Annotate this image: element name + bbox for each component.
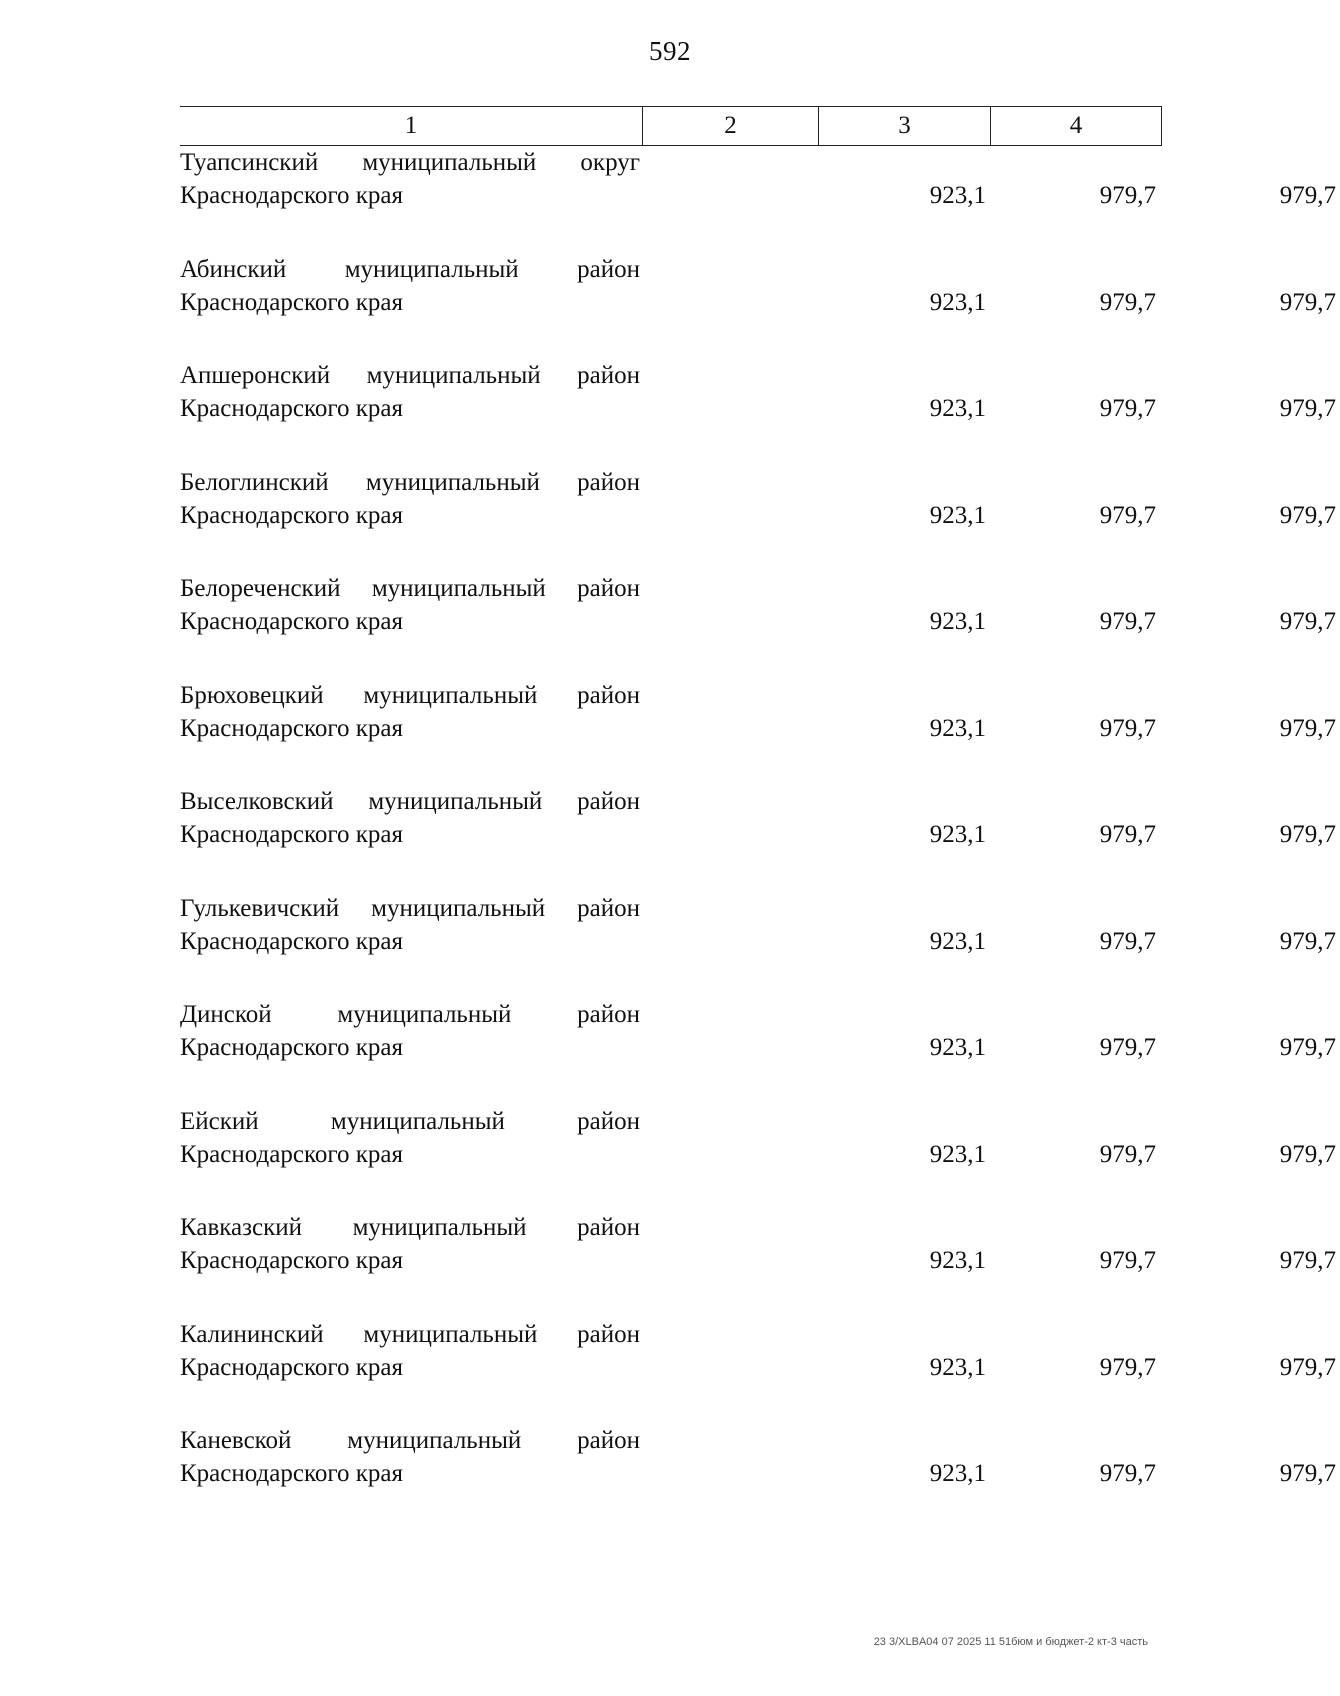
row-value-column-2: 923,1 xyxy=(929,182,986,209)
row-municipality-name: Брюховецкий муниципальный район Краснодарского края xyxy=(180,681,640,742)
table-row xyxy=(176,998,1336,1105)
header-column-2: 2 xyxy=(642,107,818,145)
table-row xyxy=(176,679,1336,786)
row-municipality-name: Абинский муниципальный район Краснодарского края xyxy=(180,255,640,316)
row-municipality-name: Каневской муниципальный район Краснодарского края xyxy=(180,1427,640,1487)
table-row xyxy=(176,1211,1336,1318)
row-value-column-3: 979,7 xyxy=(1099,1034,1156,1061)
row-value-column-4: 979,7 xyxy=(1279,714,1336,742)
row-municipality-name: Кавказский муниципальный район Краснодарского края xyxy=(180,1214,640,1274)
row-municipality-name: Ейский муниципальный район Краснодарского края xyxy=(180,1107,640,1168)
row-municipality-name: Туапсинский муниципальный округ Краснодарского края xyxy=(180,149,640,209)
row-value-column-3: 979,7 xyxy=(1099,1140,1156,1168)
row-value-column-4: 979,7 xyxy=(1279,182,1336,209)
row-value-column-3: 979,7 xyxy=(1099,821,1156,848)
row-value-column-4: 979,7 xyxy=(1279,395,1336,422)
row-value-column-4: 979,7 xyxy=(1279,1460,1336,1487)
table-row xyxy=(176,572,1336,679)
table-row xyxy=(176,1318,1336,1425)
row-value-column-3: 979,7 xyxy=(1099,927,1156,955)
header-column-3: 3 xyxy=(818,107,990,145)
row-municipality-name: Динской муниципальный район Краснодарского края xyxy=(180,1001,640,1061)
row-municipality-name: Гулькевичский муниципальный район Краснодарского края xyxy=(180,894,640,955)
row-municipality-name: Калининский муниципальный район Краснодарского края xyxy=(180,1320,640,1381)
row-value-column-3: 979,7 xyxy=(1099,501,1156,529)
footer-file-note: 23 3/XLBA04 07 2025 11 51бюм и бюджет-2 кт-3 часть xyxy=(873,1636,1148,1648)
row-value-column-2: 923,1 xyxy=(929,1247,986,1274)
row-municipality-name: Выселковский муниципальный район Краснодарского края xyxy=(180,788,640,848)
row-value-column-2: 923,1 xyxy=(929,821,986,848)
row-value-column-4: 979,7 xyxy=(1279,1140,1336,1168)
table-row xyxy=(176,359,1336,466)
row-value-column-2: 923,1 xyxy=(929,288,986,316)
row-value-column-2: 923,1 xyxy=(929,501,986,529)
row-value-column-2: 923,1 xyxy=(929,714,986,742)
table-row xyxy=(176,146,1336,253)
row-value-column-4: 979,7 xyxy=(1279,288,1336,316)
row-value-column-2: 923,1 xyxy=(929,1353,986,1381)
table-header xyxy=(180,106,1162,146)
row-value-column-3: 979,7 xyxy=(1099,714,1156,742)
table-row xyxy=(176,892,1336,999)
row-value-column-3: 979,7 xyxy=(1099,1460,1156,1487)
table-row xyxy=(176,466,1336,573)
row-value-column-3: 979,7 xyxy=(1099,395,1156,422)
row-value-column-2: 923,1 xyxy=(929,1140,986,1168)
row-value-column-4: 979,7 xyxy=(1279,927,1336,955)
table-row xyxy=(176,785,1336,892)
header-column-1: 1 xyxy=(404,112,418,139)
row-value-column-4: 979,7 xyxy=(1279,1034,1336,1061)
row-municipality-name: Апшеронский муниципальный район Краснодарского края xyxy=(180,362,640,422)
row-value-column-3: 979,7 xyxy=(1099,1247,1156,1274)
row-value-column-3: 979,7 xyxy=(1099,288,1156,316)
row-value-column-3: 979,7 xyxy=(1099,1353,1156,1381)
row-value-column-2: 923,1 xyxy=(929,1460,986,1487)
row-value-column-3: 979,7 xyxy=(1099,182,1156,209)
row-value-column-4: 979,7 xyxy=(1279,501,1336,529)
row-value-column-4: 979,7 xyxy=(1279,1247,1336,1274)
row-municipality-name: Белоглинский муниципальный район Краснодарского края xyxy=(180,468,640,529)
header-column-4: 4 xyxy=(990,107,1162,145)
row-municipality-name: Белореченский муниципальный район Краснодарского края xyxy=(180,575,640,635)
page-number: 592 xyxy=(649,36,691,66)
row-value-column-2: 923,1 xyxy=(929,1034,986,1061)
row-value-column-2: 923,1 xyxy=(929,927,986,955)
table-body xyxy=(176,146,1336,1531)
row-value-column-3: 979,7 xyxy=(1099,608,1156,635)
table-row xyxy=(176,253,1336,360)
row-value-column-2: 923,1 xyxy=(929,608,986,635)
row-value-column-2: 923,1 xyxy=(929,395,986,422)
row-value-column-4: 979,7 xyxy=(1279,1353,1336,1381)
row-value-column-4: 979,7 xyxy=(1279,821,1336,848)
table-row xyxy=(176,1424,1336,1531)
row-value-column-4: 979,7 xyxy=(1279,608,1336,635)
table-row xyxy=(176,1105,1336,1212)
